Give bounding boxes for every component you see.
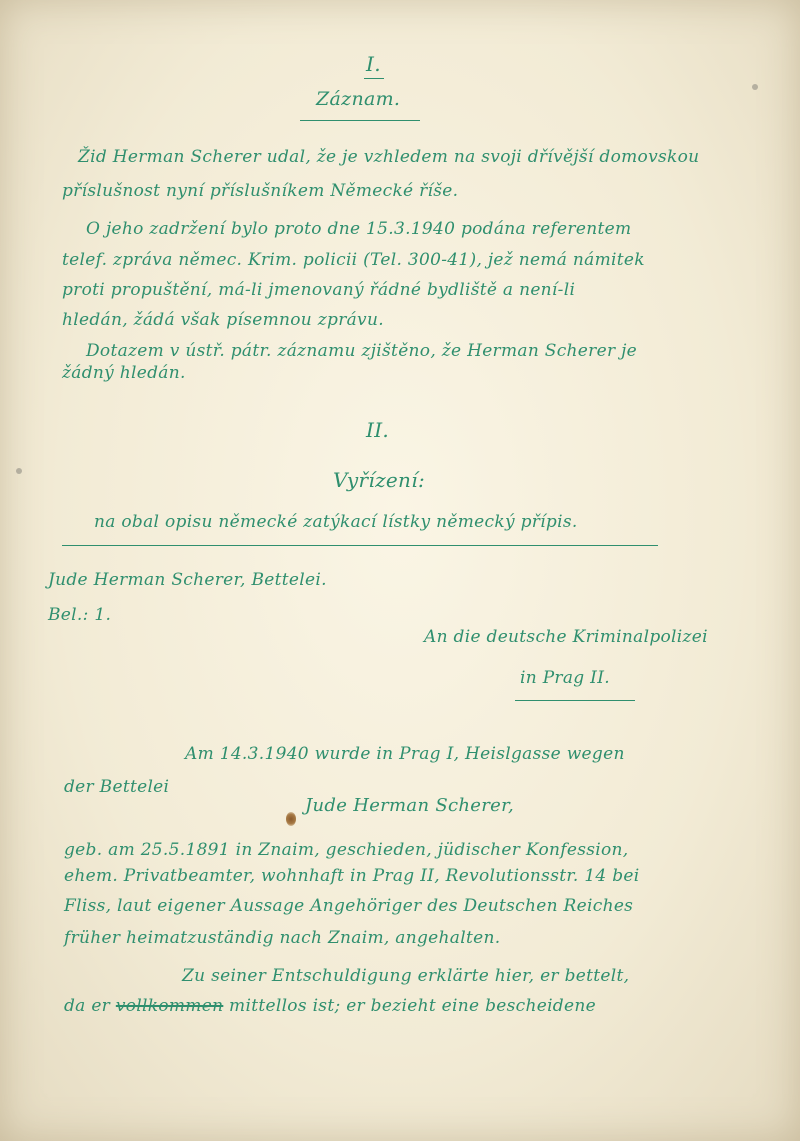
body-line-9-end: mittellos ist; er bezieht eine bescheidene <box>229 996 596 1016</box>
body-line-5: ehem. Privatbeamter, wohnhaft in Prag II, Revolutionsstr. 14 bei <box>64 866 640 886</box>
section-2-title: Vyřízení: <box>333 468 425 492</box>
paragraph-2-line-1: O jeho zadržení bylo proto dne 15.3.1940 podána referentem <box>86 219 632 239</box>
body-line-2: der Bettelei <box>64 777 170 797</box>
section-divider <box>62 545 658 546</box>
paragraph-1-line-1: Žid Herman Scherer udal, že je vzhledem na svoji dřívější domovskou <box>78 147 700 167</box>
body-line-1: Am 14.3.1940 wurde in Prag I, Heislgasse wegen <box>185 744 625 764</box>
paragraph-2-line-2: telef. zpráva němec. Krim. policii (Tel. 300-41), jež nemá námitek <box>62 250 645 270</box>
paragraph-3-line-1: Dotazem v ústř. pátr. záznamu zjištěno, že Herman Scherer je <box>86 341 638 361</box>
section-2-note: na obal opisu německé zatýkací lístky německý přípis. <box>94 512 578 532</box>
body-line-3: Jude Herman Scherer, <box>305 795 515 816</box>
numeral-underline <box>364 78 384 79</box>
body-line-9 <box>64 996 596 1016</box>
reference-line-1: Jude Herman Scherer, Bettelei. <box>48 570 327 590</box>
body-line-6: Fliss, laut eigener Aussage Angehöriger des Deutschen Reiches <box>64 896 634 916</box>
paragraph-2-line-3: proti propuštění, má-li jmenovaný řádné bydliště a není-li <box>62 280 576 300</box>
addressee-line-1: An die deutsche Kriminalpolizei <box>424 627 708 647</box>
paragraph-3-line-2: žádný hledán. <box>62 363 186 383</box>
addressee-line-2: in Prag II. <box>520 668 610 688</box>
addressee-underline <box>515 700 635 701</box>
section-1-numeral: I. <box>366 52 381 76</box>
section-2-numeral: II. <box>366 418 390 442</box>
body-line-4: geb. am 25.5.1891 in Znaim, geschieden, jüdischer Konfession, <box>64 840 629 860</box>
body-line-9-start: da er <box>64 996 111 1016</box>
reference-line-2: Bel.: 1. <box>48 605 112 625</box>
body-line-7: früher heimatzuständig nach Znaim, angehalten. <box>64 928 501 948</box>
section-1-title: Záznam. <box>316 88 401 110</box>
body-line-8: Zu seiner Entschuldigung erklärte hier, er bettelt, <box>182 966 630 986</box>
ink-stain <box>286 812 296 826</box>
title-underline <box>300 120 420 121</box>
paper-mark <box>16 468 22 474</box>
paper-mark <box>752 84 758 90</box>
paragraph-2-line-4: hledán, žádá však písemnou zprávu. <box>62 310 384 330</box>
struck-word: vollkommen <box>115 996 224 1016</box>
paragraph-1-line-2: příslušnost nyní příslušníkem Německé říše. <box>62 181 459 201</box>
